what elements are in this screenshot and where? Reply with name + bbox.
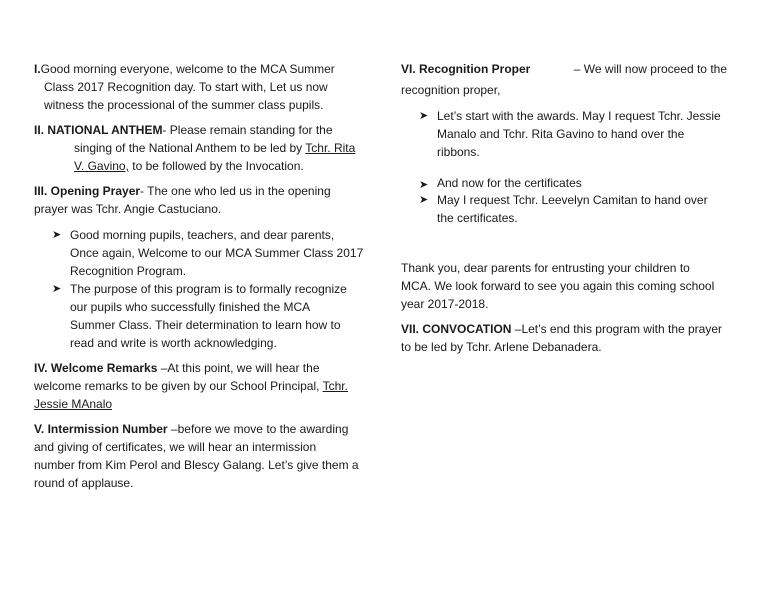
recognition-bullet-list: [401, 107, 727, 227]
convocation-line-1: –Let’s end this program with the prayer: [511, 322, 723, 336]
national-anthem-line-3: to be followed by the Invocation.: [128, 159, 304, 173]
welcome-line-1: Good morning everyone, welcome to the MCA Summer: [40, 62, 335, 76]
bullet-line: Once again, Welcome to our MCA Summer Class 2017: [70, 246, 364, 260]
section-intermission: [34, 420, 370, 492]
arrow-bullet-icon: ➤: [419, 179, 429, 191]
opening-prayer-heading: III. Opening Prayer: [34, 184, 141, 198]
convocation-line-2: to be led by Tchr. Arlene Debanadera.: [401, 340, 602, 354]
intermission-line-2: and giving of certificates, we will hear an intermission: [34, 440, 317, 454]
section-welcome-remarks: [34, 359, 370, 413]
welcome-line-3: witness the processional of the summer class pupils.: [44, 98, 324, 112]
intermission-heading: V. Intermission Number: [34, 422, 168, 436]
national-anthem-line-1: - Please remain standing for the: [162, 123, 333, 137]
anthem-leader-name-cont: V. Gavino,: [74, 159, 129, 173]
bullet-line: ribbons.: [437, 145, 480, 159]
welcome-remarks-heading: IV. Welcome Remarks: [34, 361, 158, 375]
national-anthem-line-2: singing of the National Anthem to be led by: [74, 141, 306, 155]
section-thanks: [401, 259, 727, 313]
bullet-line: Good morning pupils, teachers, and dear parents,: [70, 228, 335, 242]
bullet-line: Recognition Program.: [70, 264, 187, 278]
intermission-line-3: number from Kim Perol and Blescy Galang. Let’s give them a: [34, 458, 359, 472]
thanks-line-2: MCA. We look forward to see you again this coming school: [401, 279, 715, 293]
recognition-heading: VI. Recognition Proper: [401, 62, 531, 76]
recognition-line-2: recognition proper,: [401, 83, 501, 97]
section-recognition-proper: [401, 60, 727, 227]
bullet-line: Let’s start with the awards. May I request Tchr. Jessie: [437, 109, 721, 123]
list-item: [419, 176, 727, 191]
right-column: [401, 60, 727, 356]
section-welcome: [34, 60, 370, 114]
opening-prayer-line-2: prayer was Tchr. Angie Castuciano.: [34, 202, 222, 216]
anthem-leader-name: Tchr. Rita: [305, 141, 356, 155]
section-convocation: [401, 320, 727, 356]
list-item: [52, 280, 370, 352]
thanks-line-3: year 2017-2018.: [401, 297, 489, 311]
recognition-line-1: – We will now proceed to the: [570, 62, 727, 76]
intermission-line-1: –before we move to the awarding: [167, 422, 349, 436]
thanks-line-1: Thank you, dear parents for entrusting your children to: [401, 261, 690, 275]
welcome-remarks-line-1: –At this point, we will hear the: [157, 361, 320, 375]
opening-bullet-list: [34, 226, 370, 352]
arrow-bullet-icon: ➤: [419, 110, 429, 122]
arrow-bullet-icon: ➤: [52, 283, 62, 295]
convocation-heading: VII. CONVOCATION: [401, 322, 512, 336]
principal-name: Tchr.: [322, 379, 348, 393]
list-item: [419, 191, 727, 227]
bullet-line: Manalo and Tchr. Rita Gavino to hand over the: [437, 127, 685, 141]
principal-name-cont: Jessie MAnalo: [34, 397, 113, 411]
welcome-remarks-line-2: welcome remarks to be given by our School Principal,: [34, 379, 323, 393]
opening-prayer-line-1: - The one who led us in the opening: [140, 184, 331, 198]
section-number: I.: [34, 62, 41, 76]
section-opening-prayer: [34, 182, 370, 352]
bullet-line: The purpose of this program is to formally recognize: [70, 282, 347, 296]
left-column: [34, 60, 370, 492]
intermission-line-4: round of applause.: [34, 476, 134, 490]
welcome-line-2: Class 2017 Recognition day. To start with, Let us now: [44, 80, 328, 94]
bullet-line: Summer Class. Their determination to learn how to: [70, 318, 341, 332]
section-national-anthem: [34, 121, 370, 175]
list-item: [419, 107, 727, 161]
bullet-line: our pupils who successfully finished the MCA: [70, 300, 311, 314]
bullet-line: And now for the certificates: [437, 176, 582, 190]
bullet-line: the certificates.: [437, 211, 518, 225]
arrow-bullet-icon: ➤: [419, 194, 429, 206]
bullet-line: May I request Tchr. Leevelyn Camitan to hand over: [437, 193, 708, 207]
national-anthem-heading: II. NATIONAL ANTHEM: [34, 123, 163, 137]
bullet-line: read and write is worth acknowledging.: [70, 336, 277, 350]
list-item: [52, 226, 370, 280]
arrow-bullet-icon: ➤: [52, 229, 62, 241]
